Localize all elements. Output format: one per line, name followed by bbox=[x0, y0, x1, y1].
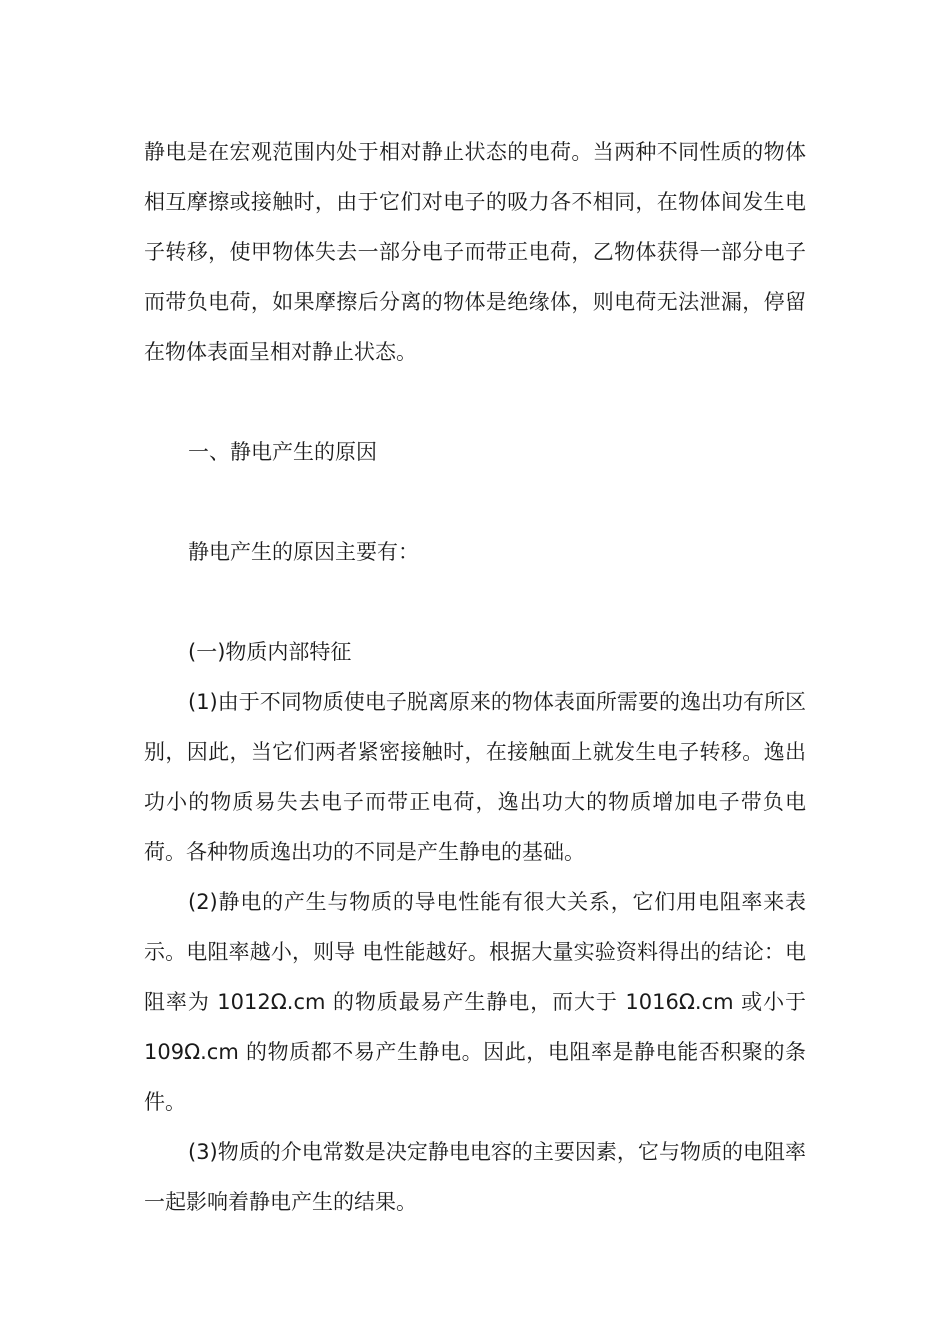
section-heading: 一、静电产生的原因 bbox=[188, 440, 377, 464]
intro-paragraph: 静电是在宏观范围内处于相对静止状态的电荷。当两种不同性质的物体相互摩擦或接触时，由于它们对电子的吸力各不相同，在物体间发生电子转移，使甲物体失去一部分电子而带正电荷，乙物体获得一部分电子而带负电荷，如果摩擦后分离的物体是绝缘体，则电荷无法泄漏，停留在物体表面呈相对静止状态。 bbox=[144, 140, 806, 364]
item-paragraph-3: (3)物质的介电常数是决定静电电容的主要因素，它与物质的电阻率一起影响着静电产生的结果。 bbox=[144, 1140, 806, 1214]
item-paragraph-2: (2)静电的产生与物质的导电性能有很大关系，它们用电阻率来表示。电阻率越小，则导 电性能越好。根据大量实验资料得出的结论：电阻率为 1012Ω.cm 的物质最易产生静电，而大于 1016Ω.cm 或小于 109Ω.cm 的物质都不易产生静电。因此，电阻率是静电能否积聚的条件。 bbox=[144, 890, 806, 1114]
item-paragraph-1: (1)由于不同物质使电子脱离原来的物体表面所需要的逸出功有所区别，因此，当它们两者紧密接触时，在接触面上就发生电子转移。逸出功小的物质易失去电子而带正电荷，逸出功大的物质增加电子带负电荷。各种物质逸出功的不同是产生静电的基础。 bbox=[144, 690, 806, 864]
subsection-heading: (一)物质内部特征 bbox=[188, 640, 352, 664]
section-lead-paragraph: 静电产生的原因主要有： bbox=[188, 540, 419, 564]
document-body bbox=[144, 127, 806, 1227]
